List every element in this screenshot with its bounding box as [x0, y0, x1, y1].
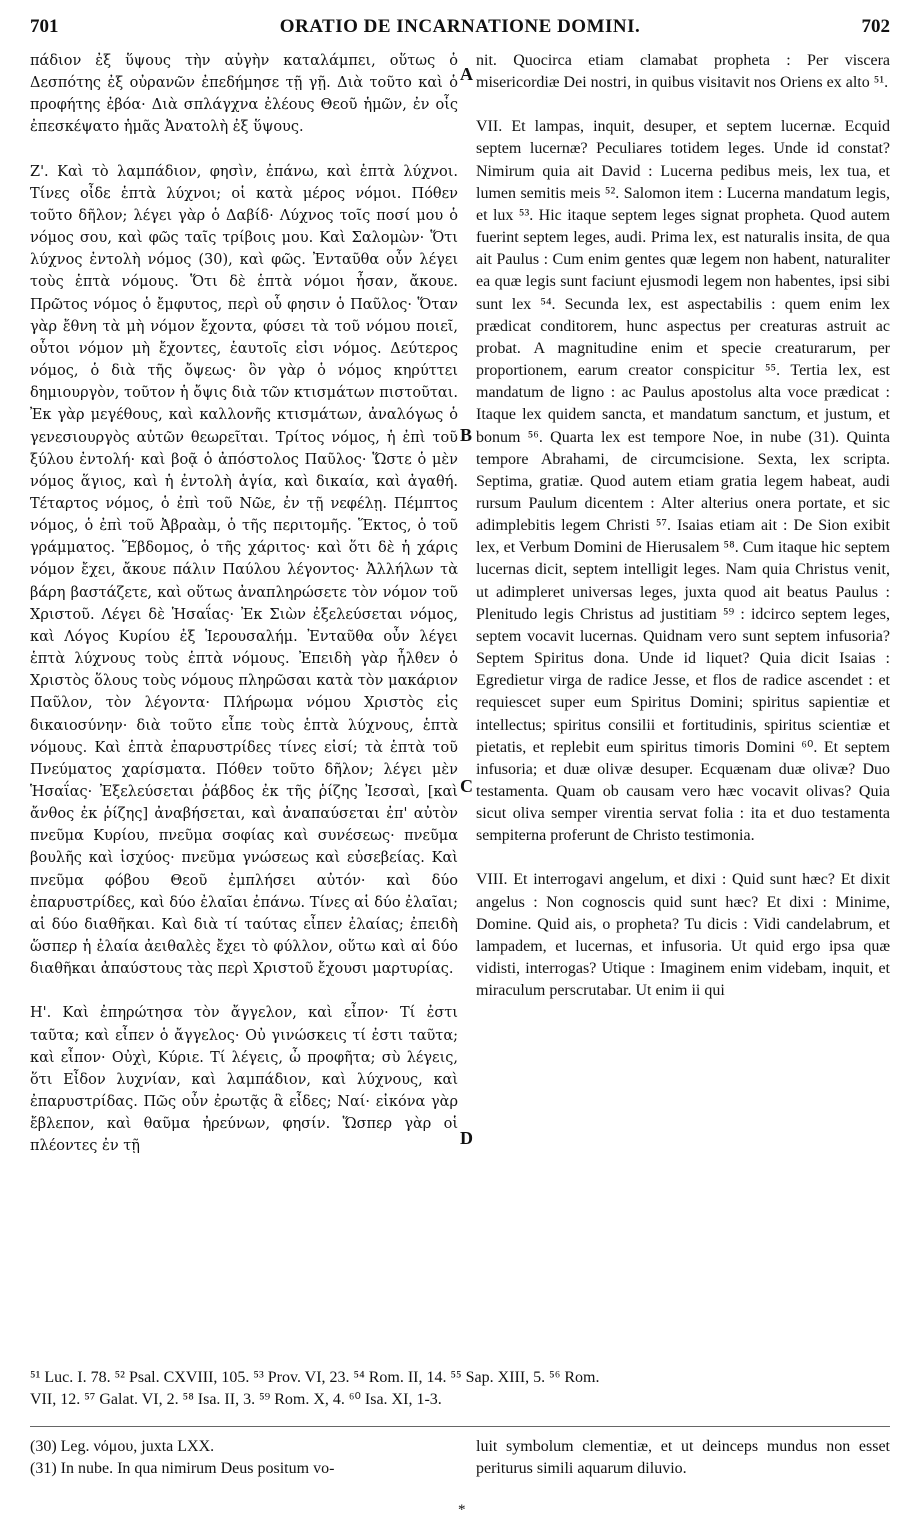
- latin-paragraph-3: VIII. Et interrogavi angelum, et dixi : Quid sunt hæc? Et dixit angelus : Non cognoscis quid sunt hæc? Et dixi : Minime, Domine. Quid ais, o propheta? Tu dicis : Vidi candelabrum, et lampadem, et lucernas, et infusoria. Ut quid ergo ipsa quæ vidisti, interrogas? Utique : Imaginem enim videbam, inquit, et miraculum perscrutabar. Ut enim ii qui: [476, 871, 890, 1000]
- footnote-divider: [30, 1426, 890, 1427]
- bottom-mark: *: [458, 1502, 466, 1518]
- scripture-footnotes: [30, 1367, 890, 1411]
- footnote-line-1: ⁵¹ Luc. I. 78. ⁵² Psal. CXVIII, 105. ⁵³ Prov. VI, 23. ⁵⁴ Rom. II, 14. ⁵⁵ Sap. XIII, 5. ⁵⁶ Rom.: [30, 1369, 600, 1386]
- page-number-right: 702: [861, 16, 890, 37]
- note-31: (31) In nube. In qua nimirum Deus positum vo-: [30, 1460, 335, 1477]
- running-title: ORATIO DE INCARNATIONE DOMINI.: [279, 16, 641, 37]
- page-header: [30, 10, 890, 42]
- editor-notes-left: [30, 1436, 460, 1480]
- page-number-left: 701: [30, 16, 59, 37]
- latin-paragraph-1: nit. Quocirca etiam clamabat propheta : Per viscera misericordiæ Dei nostri, in quibus visitavit nos Oriens ex alto ⁵¹.: [476, 52, 890, 92]
- margin-letter-b: B: [460, 425, 473, 445]
- note-31-continued: luit symbolum clementiæ, et ut deinceps mundus non esset periturus simili aquarum diluvio.: [476, 1438, 890, 1477]
- margin-letter-d: D: [460, 1128, 473, 1148]
- latin-column: [476, 50, 890, 1002]
- greek-paragraph-1: πάδιον ἐξ ὕψους τὴν αὐγὴν καταλάμπει, οὕτως ὁ Δεσπότης ἐξ οὐρανῶν ἐπεδήμησε τῇ γῇ. Διὰ τοῦτο καὶ ὁ προφήτης ἐβόα· Διὰ σπλάγχνα ἐλέους Θεοῦ ἡμῶν, ἐν οἷς ἐπεσκέψατο ἡμᾶς Ἀνατολὴ ἐξ ὕψους.: [30, 53, 458, 136]
- note-30: (30) Leg. νόμου, juxta LXX.: [30, 1438, 215, 1455]
- greek-paragraph-2: Ζ'. Καὶ τὸ λαμπάδιον, φησὶν, ἐπάνω, καὶ ἑπτὰ λύχνοι. Τίνες οἶδε ἑπτὰ λύχνοι; οἱ κατὰ μέρος νόμοι. Πόθεν τοῦτο δῆλον; λέγει γὰρ ὁ Δαβίδ· Λύχνος τοῖς ποσί μου ὁ νόμος σου, καὶ φῶς ταῖς τρίβοις μου. Καὶ Σαλομὼν· Ὅτι λύχνος ἐντολὴ νόμος (30), καὶ φῶς. Ἐνταῦθα οὖν λέγει τοὺς ἑπτὰ νόμους. Ὅτι δὲ ἑπτὰ νόμοι ἦσαν, ἄκουε. Πρῶτος νόμος ὁ ἔμφυτος, περὶ οὗ φησιν ὁ Παῦλος· Ὅταν γὰρ ἔθνη τὰ μὴ νόμον ἔχοντα, φύσει τὰ τοῦ νόμου ποιεῖ, οὗτοι νόμον μὴ ἔχοντες, ἑαυτοῖς εἰσι νόμος. Δεύτερος νόμος, ὁ διὰ τῆς ὄψεως· ὃν γὰρ ὁ νόμος κηρύττει δημιουργὸν, τοῦτον ἡ ὄψις διὰ τῶν κτισμάτων πιστοῦται. Ἐκ γὰρ μεγέθους, καὶ καλλονῆς κτισμάτων, ἀναλόγως ὁ γενεσιουργὸς αὐτῶν θεωρεῖται. Τρίτος νόμος, ἡ ἐπὶ τοῦ ξύλου ἐντολή· καὶ βοᾷ ὁ ἀπόστολος Παῦλος· Ὥστε ὁ μὲν νόμος ἅγιος, καὶ ἡ ἐντολὴ ἁγία, καὶ δικαία, καὶ ἀγαθή. Τέταρτος νόμος, ὁ ἐπὶ τοῦ Νῶε, ἐν τῇ νεφέλῃ. Πέμπτος νόμος, ὁ ἐπὶ τοῦ Ἀβραὰμ, ὁ τῆς περιτομῆς. Ἕκτος, ὁ τοῦ γράμματος. Ἕβδομος, ὁ τῆς χάριτος· καὶ ὅτι δὲ ἡ χάρις νόμον ἔχει, ἄκουε πάλιν Παύλου λέγοντος· Ἀλλήλων τὰ βάρη βαστάζετε, καὶ οὕτως ἀναπληρώσετε τὸν νόμον τοῦ Χριστοῦ. Λέγει δὲ Ἡσαΐας· Ἐκ Σιὼν ἐξελεύσεται νόμος, καὶ Λόγος Κυρίου ἐξ Ἱερουσαλήμ. Ἐνταῦθα οὖν λέγει ἑπτὰ λύχνους τοὺς ἑπτὰ νόμους. Ἐπειδὴ γὰρ ἦλθεν ὁ Χριστὸς ὅλους τοὺς νόμους πληρῶσαι κατὰ τὸν μακάριον Παῦλον, τὸν λέγοντα· Πλήρωμα νόμου Χριστὸς εἰς δικαιοσύνην· διὰ τοῦτο εἶπε τοὺς ἑπτὰ λύχνους, ἑπτὰ νόμους. Καὶ ἑπτὰ ἐπαρυστρίδες τίνες εἰσί; τὰ ἑπτὰ τοῦ Πνεύματος χαρίσματα. Πόθεν τοῦτο δῆλον; λέγει μὲν Ἡσαΐας· Ἐξελεύσεται ῥάβδος ἐκ τῆς ῥίζης Ἰεσσαὶ, [καὶ ἄνθος ἐκ ῥίζης] ἀναβήσεται, καὶ ἀναπαύσεται ἐπ' αὐτὸν πνεῦμα Κυρίου, πνεῦμα σοφίας καὶ συνέσεως· πνεῦμα βουλῆς καὶ ἰσχύος· πνεῦμα γνώσεως καὶ εὐσεβείας. Καὶ πνεῦμα φόβου Θεοῦ ἐμπλήσει αὐτόν· καὶ δύο ἐπαρυστρίδες, καὶ δύο ἐλαῖαι ἐπάνω. Τίνες αἱ δύο ἐλαῖαι; αἱ δύο διαθῆκαι. Καὶ διὰ τί ταύτας εἶπεν ἐλαίας; ἐπειδὴ ὥσπερ ἡ ἐλαία ἀειθαλὲς ἔχει τὸ φύλλον, οὕτω καὶ αἱ δύο διαθῆκαι ἀπαύστους τὰς περὶ Χριστοῦ ἔχουσι μαρτυρίας.: [30, 163, 458, 978]
- latin-paragraph-2: VII. Et lampas, inquit, desuper, et septem lucernæ. Ecquid septem lucernæ? Peculiares totidem leges. Unde id constat? Nimirum quia ait David : Lucerna pedibus meis, lex tua, et lumen semitis meis ⁵². Salomon item : Lucerna mandatum legis, et lux ⁵³. Hic itaque septem leges signat propheta. Quod autem fuerint septem leges, audi. Prima lex, est naturalis insita, de qua ait Paulus : Cum enim gentes quæ legem non habent, naturaliter ea quæ legis sunt faciunt ejusmodi legem non habentes, ipsi sibi sunt lex ⁵⁴. Secunda lex, est aspectabilis : quem enim lex prædicat conditorem, hunc aspectus per creaturas astruit ac probat. A magnitudine enim et specie creaturarum, per proportionem, earum creator conspicitur ⁵⁵. Tertia lex, est mandatum de ligno : ac Paulus apostolus alta voce prædicat : Itaque lex quidem sancta, et mandatum sanctum, et justum, et bonum ⁵⁶. Quarta lex est tempore Noe, in nube (31). Quinta tempore Abrahami, de circumcisione. Sexta, lex scripta. Septima, gratiæ. Quod autem etiam gratia legem habeat, audi rursum Paulum dicentem : Alter alterius onera portate, et sic adimplebitis legem Christi ⁵⁷. Isaias etiam ait : De Sion exibit lex, et Verbum Domini de Hierusalem ⁵⁸. Cum itaque hic septem lucernas dicit, septem intelligit leges. Nam quia Christus venit, ut adimpleret universas leges, juxta quod ait beatus Paulus : Plenitudo legis Christus ad justitiam ⁵⁹ : idcirco septem leges, septem vocavit lucernas. Quidnam vero sunt septem infusoria? Septem Spiritus dona. Unde id liquet? Quia dicit Isaias : Egredietur virga de radice Jesse, et flos de radice ascendet : et requiescet super eum Spiritus Domini; spiritus sapientiæ et intellectus; spiritus consilii et fortitudinis, spiritus scientiæ et pietatis, et replebit eum spiritus timoris Domini ⁶⁰. Et septem infusoria; et duæ olivæ desuper. Ecquænam duæ olivæ? Duo testamenta. Quam ob causam vero hæc vocavit olivas? Quia sicut oliva semper virentia servat folia : ita et duo testamenta sempiterna proferunt de Christo testimonia.: [476, 118, 890, 845]
- greek-column: [30, 50, 458, 1158]
- margin-letter-a: A: [460, 64, 473, 84]
- greek-paragraph-3: Η'. Καὶ ἐπηρώτησα τὸν ἄγγελον, καὶ εἶπον· Τί ἐστι ταῦτα; καὶ εἶπεν ὁ ἄγγελος· Οὐ γινώσκεις τί ἐστι ταῦτα; καὶ εἶπον· Οὐχὶ, Κύριε. Τί λέγεις, ὦ προφῆτα; σὺ λέγεις, ὅτι Εἶδον λυχνίαν, καὶ λαμπάδιον, καὶ λύχνους, καὶ ἐπαρυστρίδας. Πῶς οὖν ἐρωτᾷς ἃ εἶδες; Ναί· εἰκόνα γὰρ ἔβλεπον, καὶ θαῦμα ἠρεύνων, φησίν. Ὥσπερ γὰρ οἱ πλέοντες ἐν τῇ: [30, 1005, 458, 1155]
- margin-letter-c: C: [460, 776, 473, 796]
- footnote-line-2: VII, 12. ⁵⁷ Galat. VI, 2. ⁵⁸ Isa. II, 3. ⁵⁹ Rom. X, 4. ⁶⁰ Isa. XI, 1-3.: [30, 1391, 442, 1408]
- editor-notes-right: [476, 1436, 890, 1480]
